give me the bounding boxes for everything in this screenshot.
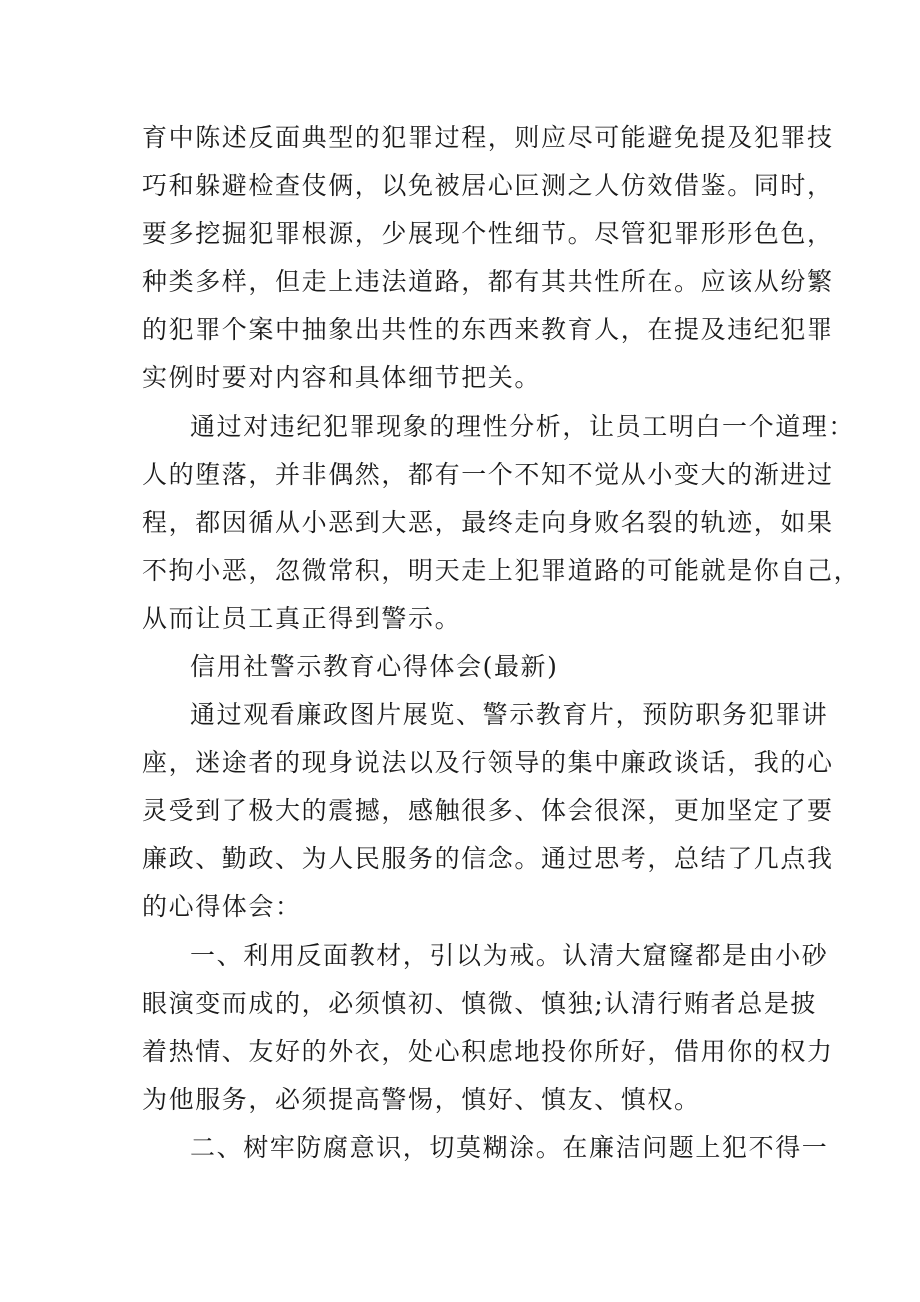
section-heading: 信用社警示教育心得体会(最新) (190, 652, 559, 681)
text-line: 通过对违纪犯罪现象的理性分析，让员工明白一个道理： (190, 412, 856, 441)
text-line: 通过观看廉政图片展览、警示教育片，预防职务犯罪讲 (190, 700, 829, 729)
text-line: 人的堕落，并非偶然，都有一个不知不觉从小变大的渐进过 (142, 460, 834, 489)
text-line: 灵受到了极大的震撼，感触很多、体会很深，更加坚定了要 (142, 796, 834, 825)
text-line: 要多挖掘犯罪根源，少展现个性细节。尽管犯罪形形色色， (142, 219, 834, 248)
text-line: 二、树牢防腐意识，切莫糊涂。在廉洁问题上犯不得一 (190, 1133, 829, 1162)
text-line: 程，都因循从小恶到大恶，最终走向身败名裂的轨迹，如果 (142, 508, 834, 537)
text-line: 一、利用反面教材，引以为戒。认清大窟窿都是由小砂 (190, 941, 829, 970)
text-line: 眼演变而成的，必须慎初、慎微、慎独;认清行贿者总是披 (142, 989, 818, 1018)
text-line: 的心得体会： (142, 892, 302, 921)
text-line: 的犯罪个案中抽象出共性的东西来教育人，在提及违纪犯罪 (142, 315, 834, 344)
text-line: 不拘小恶，忽微常积，明天走上犯罪道路的可能就是你自己， (142, 556, 861, 585)
text-line: 座，迷途者的现身说法以及行领导的集中廉政谈话，我的心 (142, 748, 834, 777)
text-line: 种类多样，但走上违法道路，都有其共性所在。应该从纷繁 (142, 267, 834, 296)
text-line: 从而让员工真正得到警示。 (142, 604, 462, 633)
text-line: 巧和躲避检查伎俩，以免被居心叵测之人仿效借鉴。同时， (142, 171, 834, 200)
text-line: 廉政、勤政、为人民服务的信念。通过思考，总结了几点我 (142, 844, 834, 873)
text-line: 育中陈述反面典型的犯罪过程，则应尽可能避免提及犯罪技 (142, 123, 834, 152)
text-line: 实例时要对内容和具体细节把关。 (142, 363, 542, 392)
text-line: 着热情、友好的外衣，处心积虑地投你所好，借用你的权力 (142, 1037, 834, 1066)
text-line: 为他服务，必须提高警惕，慎好、慎友、慎权。 (142, 1085, 701, 1114)
